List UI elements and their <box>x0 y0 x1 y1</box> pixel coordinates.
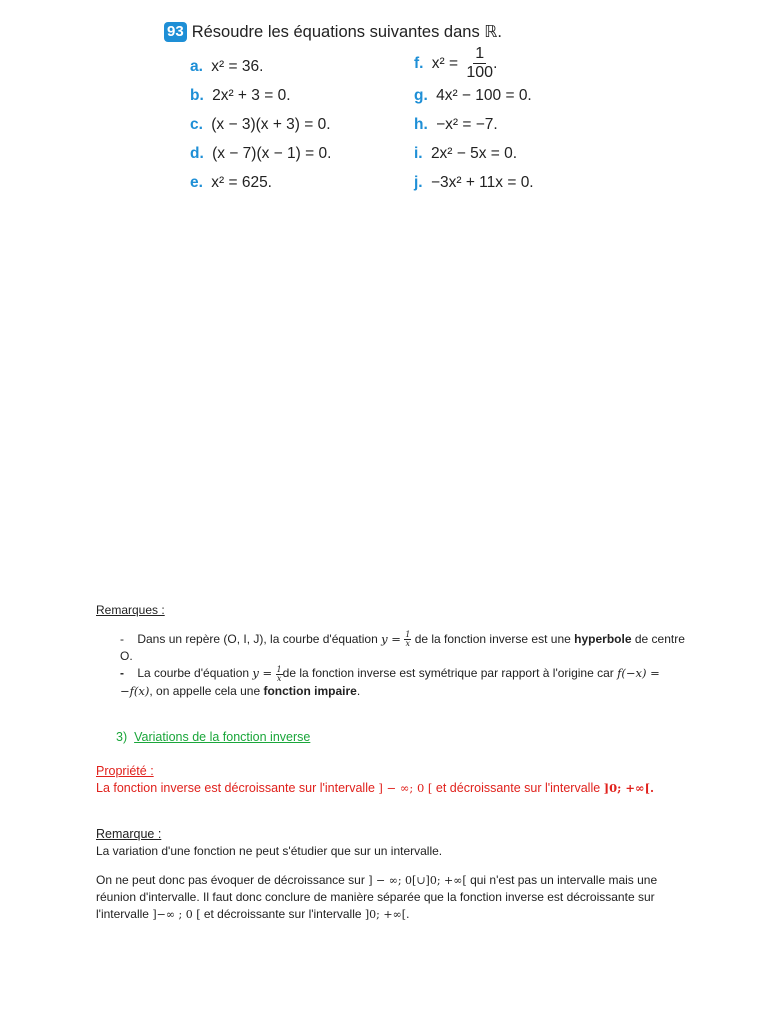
equations-right-column <box>414 45 534 197</box>
equation-expression: (x − 3)(x + 3) = 0. <box>211 116 331 133</box>
equation-end: . <box>493 55 498 72</box>
bullet2-fraction <box>276 666 283 683</box>
equation-label: a. <box>190 58 203 75</box>
equation-expression: 2x² + 3 = 0. <box>212 87 291 104</box>
equation-h <box>414 110 534 139</box>
equation-expression: −3x² + 11x = 0. <box>430 174 534 191</box>
fraction <box>466 45 493 82</box>
list-item <box>96 631 696 665</box>
remarques-title: Remarques : <box>96 603 165 617</box>
list-item <box>96 665 696 699</box>
bullet1-fraction <box>404 631 411 648</box>
equation-expression: 4x² − 100 = 0. <box>436 87 532 104</box>
section-number: 3) <box>116 730 128 744</box>
equation-label: e. <box>190 174 203 191</box>
exercise-number-badge: 93 <box>164 22 187 42</box>
equation-i <box>414 139 534 168</box>
equations-left-column <box>190 52 331 197</box>
remarque-title: Remarque : <box>96 827 162 841</box>
fraction-denominator: x <box>276 673 282 683</box>
property-interval-1: ] − ∞; 0 [ <box>378 781 433 795</box>
section-title: Variations de la fonction inverse <box>134 730 311 744</box>
remarque-text-3: et décroissante sur l'intervalle <box>203 907 362 921</box>
equation-label: j. <box>414 174 423 191</box>
bullet1-text-1: Dans un repère (O, I, J), la courbe d'équation <box>137 632 378 646</box>
equation-expression: x² = 625. <box>211 174 272 191</box>
equation-label: b. <box>190 87 204 104</box>
equation-f <box>414 44 534 84</box>
bullet1-text-2: de la fonction inverse est une <box>414 632 571 646</box>
bullet2-text-1: La courbe d'équation <box>137 666 250 681</box>
bullet-dash: - <box>120 666 134 681</box>
equation-label: i. <box>414 145 423 162</box>
equation-e <box>190 168 331 197</box>
equation-expression: x² = 36. <box>211 58 264 75</box>
equation-expression: 2x² − 5x = 0. <box>430 145 518 162</box>
section-3-heading <box>116 730 310 744</box>
equation-label: c. <box>190 116 203 133</box>
remarque-math-3: ]0; +∞[. <box>364 908 410 921</box>
remarques-block <box>96 602 696 700</box>
equation-expression: −x² = −7. <box>436 116 498 133</box>
fraction-denominator: 100 <box>466 64 494 82</box>
fraction-numerator: 1 <box>276 664 282 674</box>
bullet2-math-f: f(−x) = −f(x) <box>120 666 660 698</box>
fraction-numerator: 1 <box>475 45 485 63</box>
remarque-paragraph-2 <box>96 872 696 923</box>
bullet1-math-y: y = <box>381 632 401 646</box>
property-text-1: La fonction inverse est décroissante sur l'intervalle <box>96 781 375 795</box>
equation-expression: x² = <box>431 55 459 72</box>
remarque-text-1: On ne peut donc pas évoquer de décroissance sur <box>96 873 365 887</box>
equation-label: h. <box>414 116 428 133</box>
remarque-math-1: ] − ∞; 0[∪]0; +∞[ <box>368 874 467 887</box>
equation-a <box>190 52 331 81</box>
equation-label: d. <box>190 145 204 162</box>
remarque-math-2: ]−∞ ; 0 [ <box>152 908 201 921</box>
equation-label: g. <box>414 87 428 104</box>
bullet1-text-3: de centre O. <box>120 632 685 664</box>
remarques-list <box>96 631 696 700</box>
bullet1-bold: hyperbole <box>574 632 632 646</box>
bullet2-bold: fonction impaire <box>263 683 357 698</box>
equation-label: f. <box>414 55 424 72</box>
property-block <box>96 763 696 797</box>
bullet2-text-4: . <box>356 683 361 698</box>
bullet2-text-2: de la fonction inverse est symétrique par rapport à l'origine car <box>282 666 614 681</box>
equation-c <box>190 110 331 139</box>
fraction-denominator: x <box>405 639 411 649</box>
exercise-title: Résoudre les équations suivantes dans ℝ. <box>191 23 502 41</box>
equation-d <box>190 139 331 168</box>
exercise-header <box>164 20 584 44</box>
exercise-93 <box>164 20 584 191</box>
fraction-numerator: 1 <box>405 630 411 640</box>
property-title: Propriété : <box>96 764 154 778</box>
property-text-2: et décroissante sur l'intervalle <box>435 781 601 795</box>
bullet2-math-y: y = <box>252 666 273 681</box>
equation-b <box>190 81 331 110</box>
property-interval-2: ]0; +∞[. <box>603 781 655 795</box>
bullet2-text-3: , on appelle cela une <box>149 683 261 698</box>
bullet-dash: - <box>120 632 134 646</box>
remarque-text-2: qui n'est pas un intervalle mais une réunion d'intervalle. Il faut donc conclure de manière séparée que la fonction inverse est décroissante sur l'intervalle <box>96 873 658 921</box>
equation-expression: (x − 7)(x − 1) = 0. <box>212 145 332 162</box>
remarque-line-1: La variation d'une fonction ne peut s'étudier que sur un intervalle. <box>96 844 443 858</box>
equation-j <box>414 168 534 197</box>
equation-g <box>414 81 534 110</box>
remarque-block <box>96 826 696 923</box>
